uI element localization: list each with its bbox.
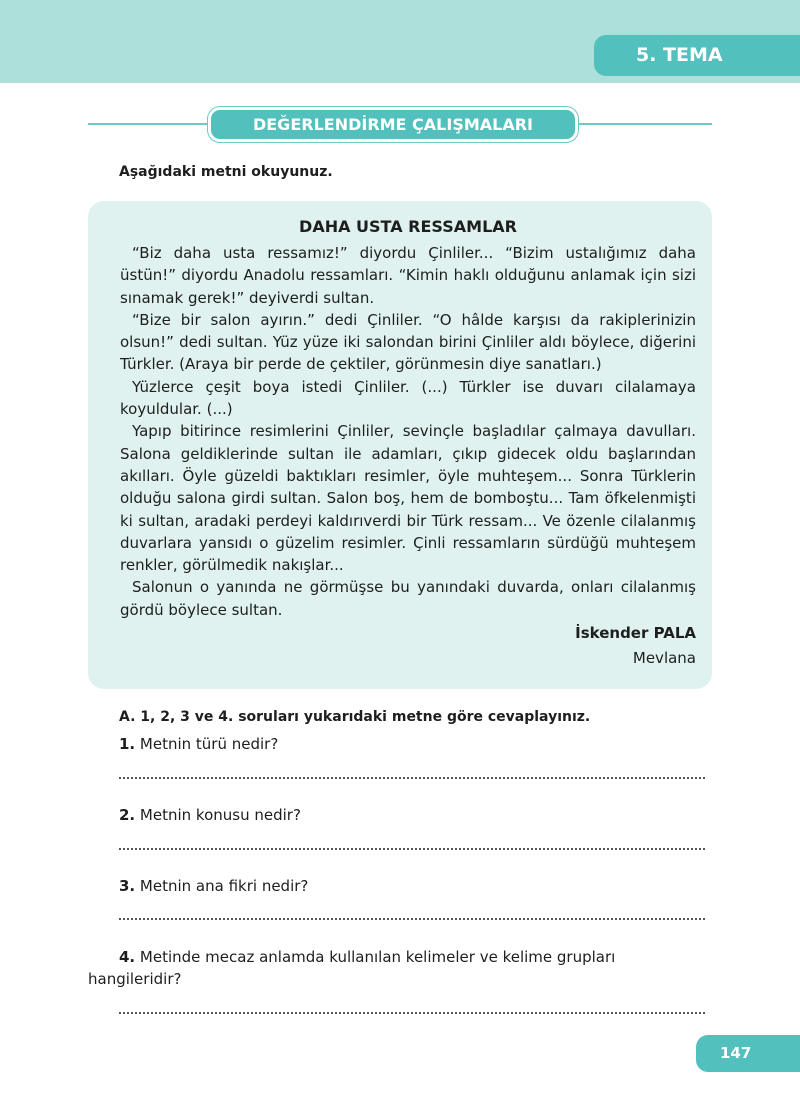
answer-line-2[interactable] <box>119 848 705 850</box>
story-paragraph: “Bize bir salon ayırın.” dedi Çinliler. “O hâlde karşısı da rakiplerinizin olsun!” dedi sultan. Yüz yüze iki salondan birini Çinliler aldı böylece, diğerini Türkler. (Araya bir perde de çektiler, görünmesin diye sanatları.) <box>120 310 696 374</box>
answer-line-3[interactable] <box>119 918 705 920</box>
question-2 <box>119 804 711 826</box>
question-text: Metnin ana fikri nedir? <box>139 877 309 895</box>
story-source: Mevlana <box>632 649 696 668</box>
answer-line-1[interactable] <box>119 777 705 779</box>
question-number: 2. <box>119 806 136 824</box>
question-3 <box>119 875 711 897</box>
story-title: DAHA USTA RESSAMLAR <box>299 217 517 236</box>
question-number: 1. <box>119 735 136 753</box>
question-text: Metnin konusu nedir? <box>139 806 301 824</box>
story-author: İskender PALA <box>575 624 696 643</box>
theme-tab: 5. TEMA <box>594 35 800 76</box>
section-title: DEĞERLENDİRME ÇALIŞMALARI <box>208 107 578 142</box>
question-number: 3. <box>119 877 136 895</box>
story-paragraph: Salonun o yanında ne görmüşse bu yanındaki duvarda, onları cilalanmış gördü böylece sultan. <box>120 578 696 619</box>
story-paragraph: Yapıp bitirince resimlerini Çinliler, sevinçle başladılar çalmaya davulları. Salona geldiklerinde sultan ile adamları, çıkıp gidecek oldu başlarından akılları. Öyle güzeldi baktıkları resimler, öyle muhteşem... Sonra Türklerin olduğu salona girdi sultan. Salon boş, hem de bomboştu... Tam öfkelenmişti ki sultan, aradaki perdeyi kaldırıverdi bir Türk ressam... Ve özenle cilalanmış duvarlara yansıdı o güzelim resimler. Çinli ressamların sürdüğü muhteşem renkler, görülmedik nakışlar... <box>120 422 696 575</box>
page-number: 147 <box>696 1035 800 1072</box>
question-number: 4. <box>119 948 136 966</box>
story-paragraph: “Biz daha usta ressamız!” diyordu Çinliler... “Bizim ustalığımız daha üstün!” diyordu Anadolu ressamları. “Kimin haklı olduğunu anlamak için sizi sınamak gerek!” deyiverdi sultan. <box>120 244 696 307</box>
question-text: Metnin türü nedir? <box>139 735 279 753</box>
questions-heading: A. 1, 2, 3 ve 4. soruları yukarıdaki metne göre cevaplayınız. <box>119 709 591 725</box>
story-paragraph: Yüzlerce çeşit boya istedi Çinliler. (...) Türkler ise duvarı cilalamaya koyuldular. (...) <box>120 377 696 419</box>
question-text: Metinde mecaz anlamda kullanılan kelimeler ve kelime grupları hangileridir? <box>88 948 616 988</box>
story-box <box>88 201 712 689</box>
question-4 <box>88 946 712 990</box>
instruction-text: Aşağıdaki metni okuyunuz. <box>119 164 333 180</box>
question-1 <box>119 733 711 755</box>
answer-line-4[interactable] <box>119 1012 705 1014</box>
